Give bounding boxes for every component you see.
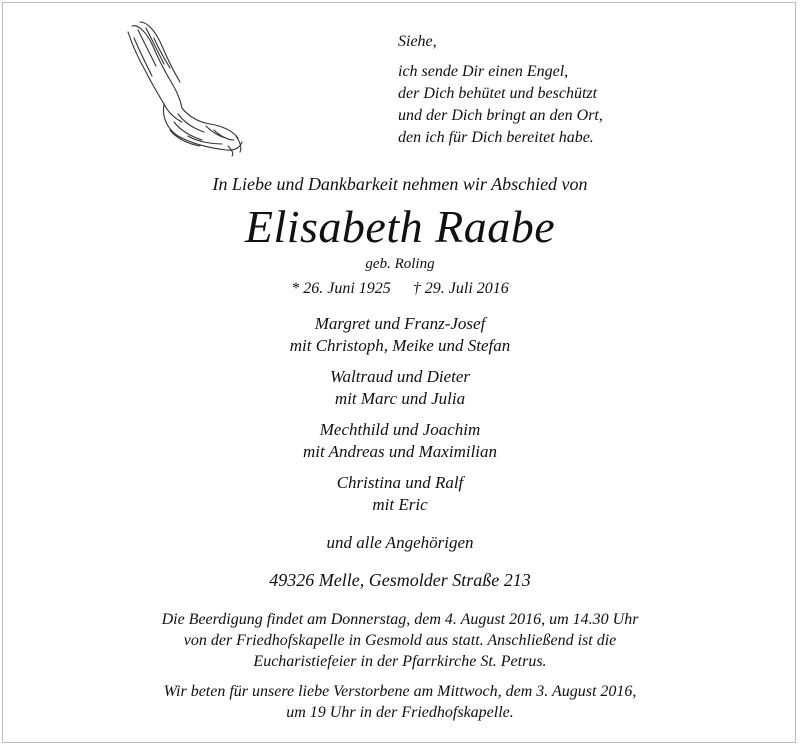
family-line: mit Eric xyxy=(372,495,428,514)
death-date: † 29. Juli 2016 xyxy=(412,280,509,297)
funeral-line: von der Friedhofskapelle in Gesmold aus statt. Anschließend ist die xyxy=(183,632,617,649)
praying-hands-icon xyxy=(118,18,248,158)
verse-line: ich sende Dir einen Engel, xyxy=(398,63,569,80)
intro-text: In Liebe und Dankbarkeit nehmen wir Abschied von xyxy=(212,174,588,194)
prayer-notice xyxy=(0,681,800,723)
funeral-line: Die Beerdigung findet am Donnerstag, dem 4. August 2016, um 14.30 Uhr xyxy=(161,611,639,628)
family-line: Margret und Franz-Josef xyxy=(314,314,486,333)
verse-line: der Dich behütet und beschützt xyxy=(398,85,598,102)
family-line: mit Marc und Julia xyxy=(334,389,466,408)
family-line: mit Christoph, Meike und Stefan xyxy=(289,336,511,355)
family-group xyxy=(0,366,800,410)
family-group xyxy=(0,472,800,516)
life-dates xyxy=(0,279,800,299)
maiden-name: geb. Roling xyxy=(365,256,435,272)
family-line: Waltraud und Dieter xyxy=(329,367,471,386)
other-relatives: und alle Angehörigen xyxy=(326,533,474,552)
prayer-line: um 19 Uhr in der Friedhofskapelle. xyxy=(286,704,514,721)
verse xyxy=(398,31,603,149)
family-line: Mechthild und Joachim xyxy=(319,420,481,439)
family-group xyxy=(0,313,800,357)
verse-line: den ich für Dich bereitet habe. xyxy=(398,129,594,146)
verse-line: und der Dich bringt an den Ort, xyxy=(398,107,603,124)
deceased-name: Elisabeth Raabe xyxy=(244,201,556,252)
family-line: mit Andreas und Maximilian xyxy=(302,442,498,461)
funeral-line: Eucharistiefeier in der Pfarrkirche St. Petrus. xyxy=(253,653,547,670)
family-list xyxy=(0,313,800,525)
birth-date: * 26. Juni 1925 xyxy=(291,280,391,297)
family-group xyxy=(0,419,800,463)
address: 49326 Melle, Gesmolder Straße 213 xyxy=(269,570,531,590)
prayer-line: Wir beten für unsere liebe Verstorbene am Mittwoch, dem 3. August 2016, xyxy=(163,683,637,700)
verse-line: Siehe, xyxy=(398,33,437,50)
funeral-notice xyxy=(0,609,800,672)
family-line: Christina und Ralf xyxy=(336,473,464,492)
